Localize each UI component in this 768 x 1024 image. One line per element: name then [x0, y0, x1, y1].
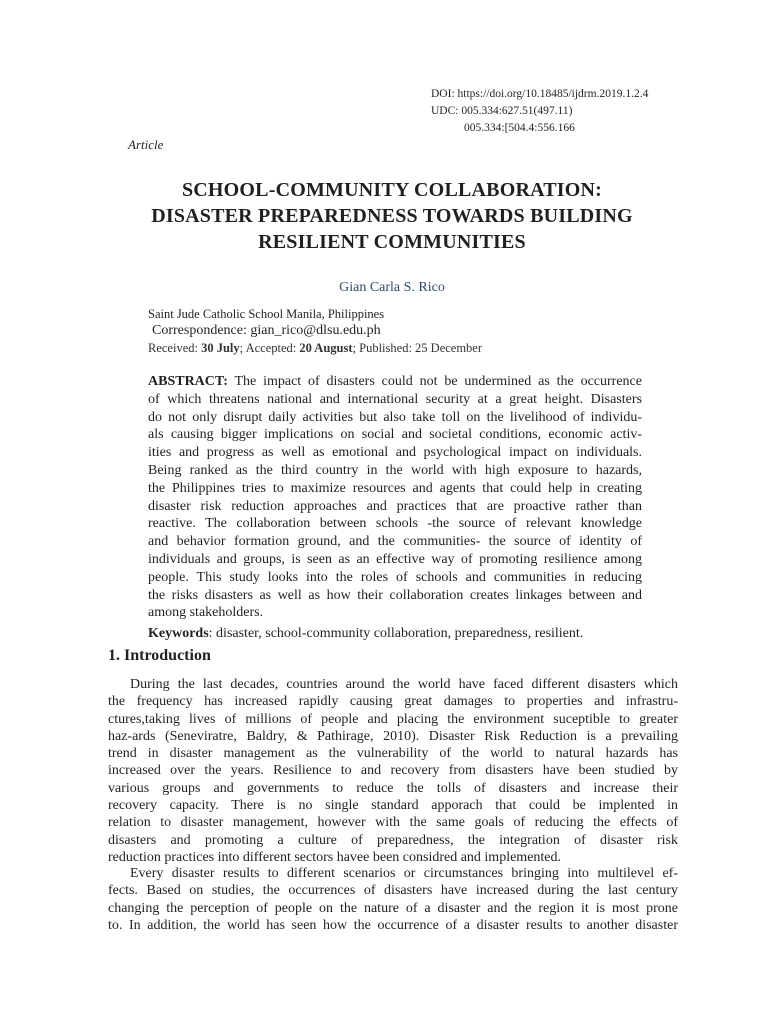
received-date: 30 July [201, 341, 240, 355]
affiliation: Saint Jude Catholic School Manila, Philippines [148, 307, 385, 321]
abstract-line: ABSTRACT: The impact of disasters could not be undermined as the occurrence [148, 374, 642, 389]
abstract-line: als causing bigger implications on social and societal conditions, economic activ- [148, 427, 642, 443]
title-line: RESILIENT COMMUNITIES [258, 231, 526, 253]
udc-line-2: 005.334:[504.4:556.166 [464, 122, 575, 134]
paragraph-line: fects. Based on studies, the occurrences of disasters have increased during the last century [108, 883, 678, 899]
accepted-date: 20 August [299, 341, 353, 355]
keywords-label: Keywords [148, 626, 209, 641]
body-paragraph [108, 865, 678, 934]
paragraph-line: ctures,taking lives of millions of people and placing the environment suceptible to greater [108, 711, 678, 727]
body-paragraph [108, 676, 678, 866]
abstract-line: of which threatens national and international security at a great height. Disasters [148, 391, 642, 407]
udc-line-1: UDC: 005.334:627.51(497.11) [431, 105, 573, 117]
accepted-label: ; Accepted: [239, 341, 300, 355]
affiliation-block [148, 306, 482, 356]
paragraph-line: haz-ards (Seneviratre, Baldry, & Pathirage, 2010). Disaster Risk Reduction is a prevailing [108, 728, 678, 744]
paper-title [100, 177, 684, 255]
received-label: Received: [148, 341, 202, 355]
paragraph-line: trend in disaster management as the vulnerability of the world to natural hazards has [108, 746, 678, 762]
abstract-line: reactive. The collaboration between schools -the source of relevant knowledge [148, 516, 642, 532]
paragraph-line: the frequency has increased rapidly causing great damages to properties and infrastru- [108, 694, 678, 710]
doi-udc-block [431, 86, 761, 137]
abstract-line: the Philippines tries to maximize resources and agents that could help in creating [148, 480, 642, 496]
paragraph-line: recovery capacity. There is no single standard apporach that could be implented in [108, 798, 678, 814]
paragraph-line: Every disaster results to different scenarios or circumstances bringing into multilevel ef- [130, 866, 678, 881]
abstract-line: the risks disasters as well as how their collaboration creates linkages between and [148, 587, 642, 603]
paragraph-line: reduction practices into different sectors havee been considred and implemented. [108, 849, 562, 865]
correspondence[interactable]: Correspondence: gian_rico@dlsu.edu.ph [152, 323, 381, 338]
abstract-line: people. This study looks into the roles of schools and communities in reducing [148, 569, 642, 585]
abstract-line: individuals and groups, is seen as an effective way of promoting resilience among [148, 551, 642, 567]
paragraph-line: increased over the years. Resilience to and recovery from disasters have been studied by [108, 763, 678, 779]
publication-dates [148, 340, 482, 356]
article-type-label: Article [128, 137, 164, 152]
published-date: ; Published: 25 December [352, 341, 483, 355]
paragraph-line: disasters and promoting a culture of preparedness, the integration of disaster risk [108, 832, 678, 848]
abstract-line: disaster risk reduction approaches and practices that are proactive rather than [148, 498, 642, 514]
section-heading-introduction: 1. Introduction [108, 647, 211, 664]
abstract [148, 373, 642, 622]
paragraph-line: relation to disaster management, however with the same goals of reducing the effects of [108, 815, 678, 831]
title-line: SCHOOL-COMMUNITY COLLABORATION: [181, 179, 603, 201]
keywords [148, 626, 583, 642]
abstract-line: do not only disrupt daily activities but also take toll on the livelihood of individu- [148, 409, 642, 425]
paragraph-line: During the last decades, countries around the world have faced different disasters which [130, 677, 678, 692]
paragraph-line: to. In addition, the world has seen how the occurrence of a disaster results to another disaster [108, 917, 678, 933]
abstract-line: and behavior formation ground, and the communities- the source of identity of [148, 534, 642, 550]
paragraph-line: changing the perception of people on the nature of a disaster and the region it is most prone [108, 900, 678, 916]
author-name[interactable]: Gian Carla S. Rico [339, 280, 445, 295]
abstract-label: ABSTRACT: [148, 374, 228, 389]
abstract-line: Being ranked as the third country in the world with high exposure to hazards, [148, 462, 642, 478]
title-line: DISASTER PREPAREDNESS TOWARDS BUILDING [151, 205, 633, 227]
keywords-text: : disaster, school-community collaboration, preparedness, resilient. [208, 626, 584, 641]
abstract-line: among stakeholders. [148, 605, 264, 621]
doi-line[interactable]: DOI: https://doi.org/10.18485/ijdrm.2019.1.2.4 [431, 88, 649, 100]
paragraph-line: various groups and governments to reduce the tolls of disasters and increase their [108, 780, 678, 796]
abstract-line: ities and progress as well as emotional and psychological impact on individuals. [148, 445, 642, 461]
